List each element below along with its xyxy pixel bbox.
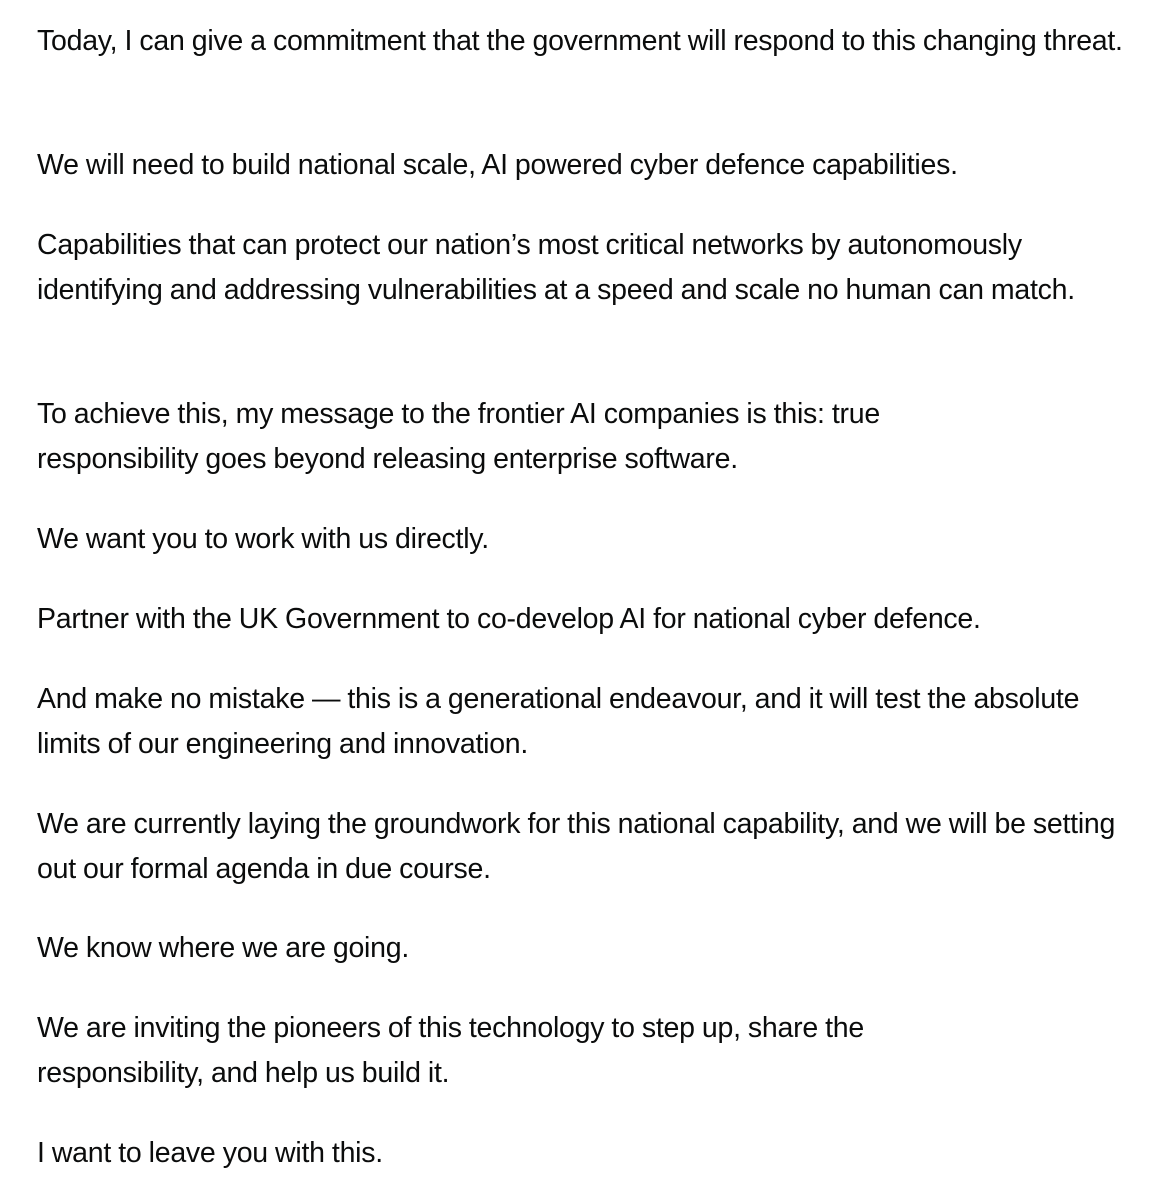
paragraph-inviting-pioneers: We are inviting the pioneers of this technology to step up, share the responsibility, and help us build it. [37, 1012, 864, 1089]
paragraph-know-where-going: We know where we are going. [37, 932, 410, 964]
paragraph-groundwork: We are currently laying the groundwork for this national capability, and we will be setting out our formal agenda in due course. [37, 808, 1116, 885]
paragraph-ai-cyber-defence: We will need to build national scale, AI powered cyber defence capabilities. [37, 149, 958, 181]
paragraph-partner: Partner with the UK Government to co-develop AI for national cyber defence. [37, 603, 981, 635]
paragraph-commitment: Today, I can give a commitment that the government will respond to this changing threat. [37, 25, 1123, 57]
paragraph-capabilities: Capabilities that can protect our nation’s most critical networks by autonomously identifying and addressing vulnerabilities at a speed and scale no human can match. [37, 229, 1075, 306]
paragraph-generational-endeavour: And make no mistake — this is a generational endeavour, and it will test the absolute limits of our engineering and innovation. [37, 683, 1080, 760]
paragraph-leave-you-with-this: I want to leave you with this. [37, 1137, 383, 1169]
paragraph-work-with-us: We want you to work with us directly. [37, 523, 489, 555]
paragraph-message-to-frontier-ai: To achieve this, my message to the frontier AI companies is this: true responsibility goes beyond releasing enterprise software. [37, 398, 880, 475]
